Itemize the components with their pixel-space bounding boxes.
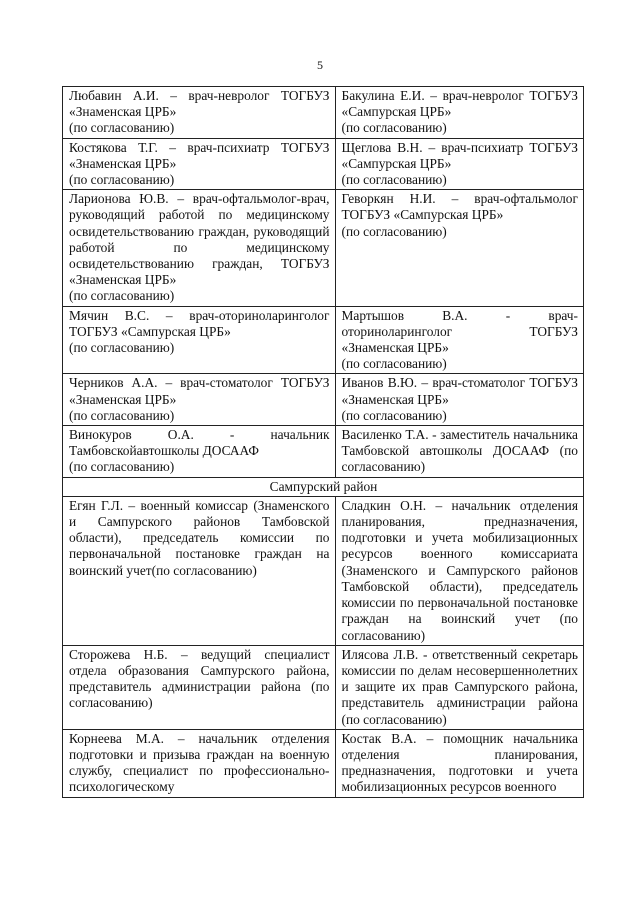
member-text: Черников А.А. – врач-стоматолог ТОГБУЗ «Знаменская ЦРБ» [69,375,330,407]
table-cell-left [63,645,336,729]
consent-note: (по согласованию) [341,407,447,423]
member-text: Бакулина Е.И. – врач-невролог ТОГБУЗ «Сампурская ЦРБ» [341,88,578,120]
table-cell-right [335,645,584,729]
member-text: Геворкян Н.И. – врач-офтальмолог ТОГБУЗ «Сампурская ЦРБ» [341,191,578,223]
consent-note: (по согласованию) [69,340,175,356]
table-row [63,190,584,306]
consent-note: (по согласованию) [69,120,175,136]
consent-note: (по согласованию) [341,356,447,372]
member-text: Мартышов В.А. - врач-оториноларинголог ТОГБУЗ «Знаменская ЦРБ» [341,307,578,356]
member-text: Корнеева М.А. – начальник отделения подготовки и призыва граждан на военную службу, специалист по профессионально-психологическому [69,730,330,795]
page-number: 5 [317,58,323,72]
consent-note: (по согласованию) [69,288,175,304]
table-cell-left [63,729,336,797]
table-cell-right [335,496,584,645]
table-cell-left [63,306,336,374]
table-row [63,374,584,426]
consent-note: (по согласованию) [341,120,447,136]
table-row [63,138,584,190]
table-cell-right [335,87,584,139]
member-text: Егян Г.Л. – военный комиссар (Знаменского и Сампурского районов Тамбовской области), председатель комиссии по первоначальной постановке граждан на воинский учет(по согласованию) [69,497,330,578]
table-cell-left [63,426,336,478]
member-text: Винокуров О.А. - начальник Тамбовскойавтошколы ДОСААФ [69,427,330,459]
table-cell-right [335,729,584,797]
member-text: Илясова Л.В. - ответственный секретарь комиссии по делам несовершеннолетних и защите их прав Сампурского района, представитель администрации района (по согласованию) [341,646,578,727]
consent-note: (по согласованию) [341,172,447,188]
table-row [63,729,584,797]
member-text: Щеглова В.Н. – врач-психиатр ТОГБУЗ «Сампурская ЦРБ» [341,139,578,171]
table-row [63,426,584,478]
member-text: Сторожева Н.Б. – ведущий специалист отдела образования Сампурского района, представитель администрации района (по согласованию) [69,646,330,711]
member-text: Василенко Т.А. - заместитель начальника Тамбовской автошколы ДОСААФ (по согласованию) [341,427,578,475]
section-title: Сампурский район [63,477,584,496]
table-cell-right [335,426,584,478]
section-row [63,477,584,496]
member-text: Мячин В.С. – врач-оториноларинголог ТОГБУЗ «Сампурская ЦРБ» [69,307,330,339]
consent-note: (по согласованию) [69,172,175,188]
consent-note: (по согласованию) [341,223,447,239]
member-text: Сладкин О.Н. – начальник отделения планирования, предназначения, подготовки и учета мобилизационных ресурсов военного комиссариата (Знаменского и Сампурского районов Тамбовской области), председатель комиссии по первоначальной постановке граждан на воинский учет (по согласованию) [341,497,578,643]
table-row [63,645,584,729]
member-text: Костак В.А. – помощник начальника отделения планирования, предназначения, подготовки и учета мобилизационных ресурсов военного [341,730,578,795]
table-row [63,306,584,374]
table-row [63,87,584,139]
consent-note: (по согласованию) [69,407,175,423]
member-text: Костякова Т.Г. – врач-психиатр ТОГБУЗ «Знаменская ЦРБ» [69,139,330,171]
consent-note: (по согласованию) [69,459,175,475]
commission-table [62,86,584,798]
table-cell-left [63,190,336,306]
table-cell-left [63,496,336,645]
table-cell-left [63,138,336,190]
member-text: Ларионова Ю.В. – врач-офтальмолог-врач, руководящий работой по медицинскому освидетельствованию граждан, руководящий работой по медицинскому освидетельствованию граждан, ТОГБУЗ «Знаменская ЦРБ» [69,191,330,288]
table-cell-right [335,374,584,426]
table-cell-left [63,374,336,426]
table-cell-right [335,190,584,306]
table-cell-left [63,87,336,139]
table-cell-right [335,306,584,374]
member-text: Иванов В.Ю. – врач-стоматолог ТОГБУЗ «Знаменская ЦРБ» [341,375,578,407]
table-row [63,496,584,645]
table-cell-right [335,138,584,190]
member-text: Любавин А.И. – врач-невролог ТОГБУЗ «Знаменская ЦРБ» [69,88,330,120]
